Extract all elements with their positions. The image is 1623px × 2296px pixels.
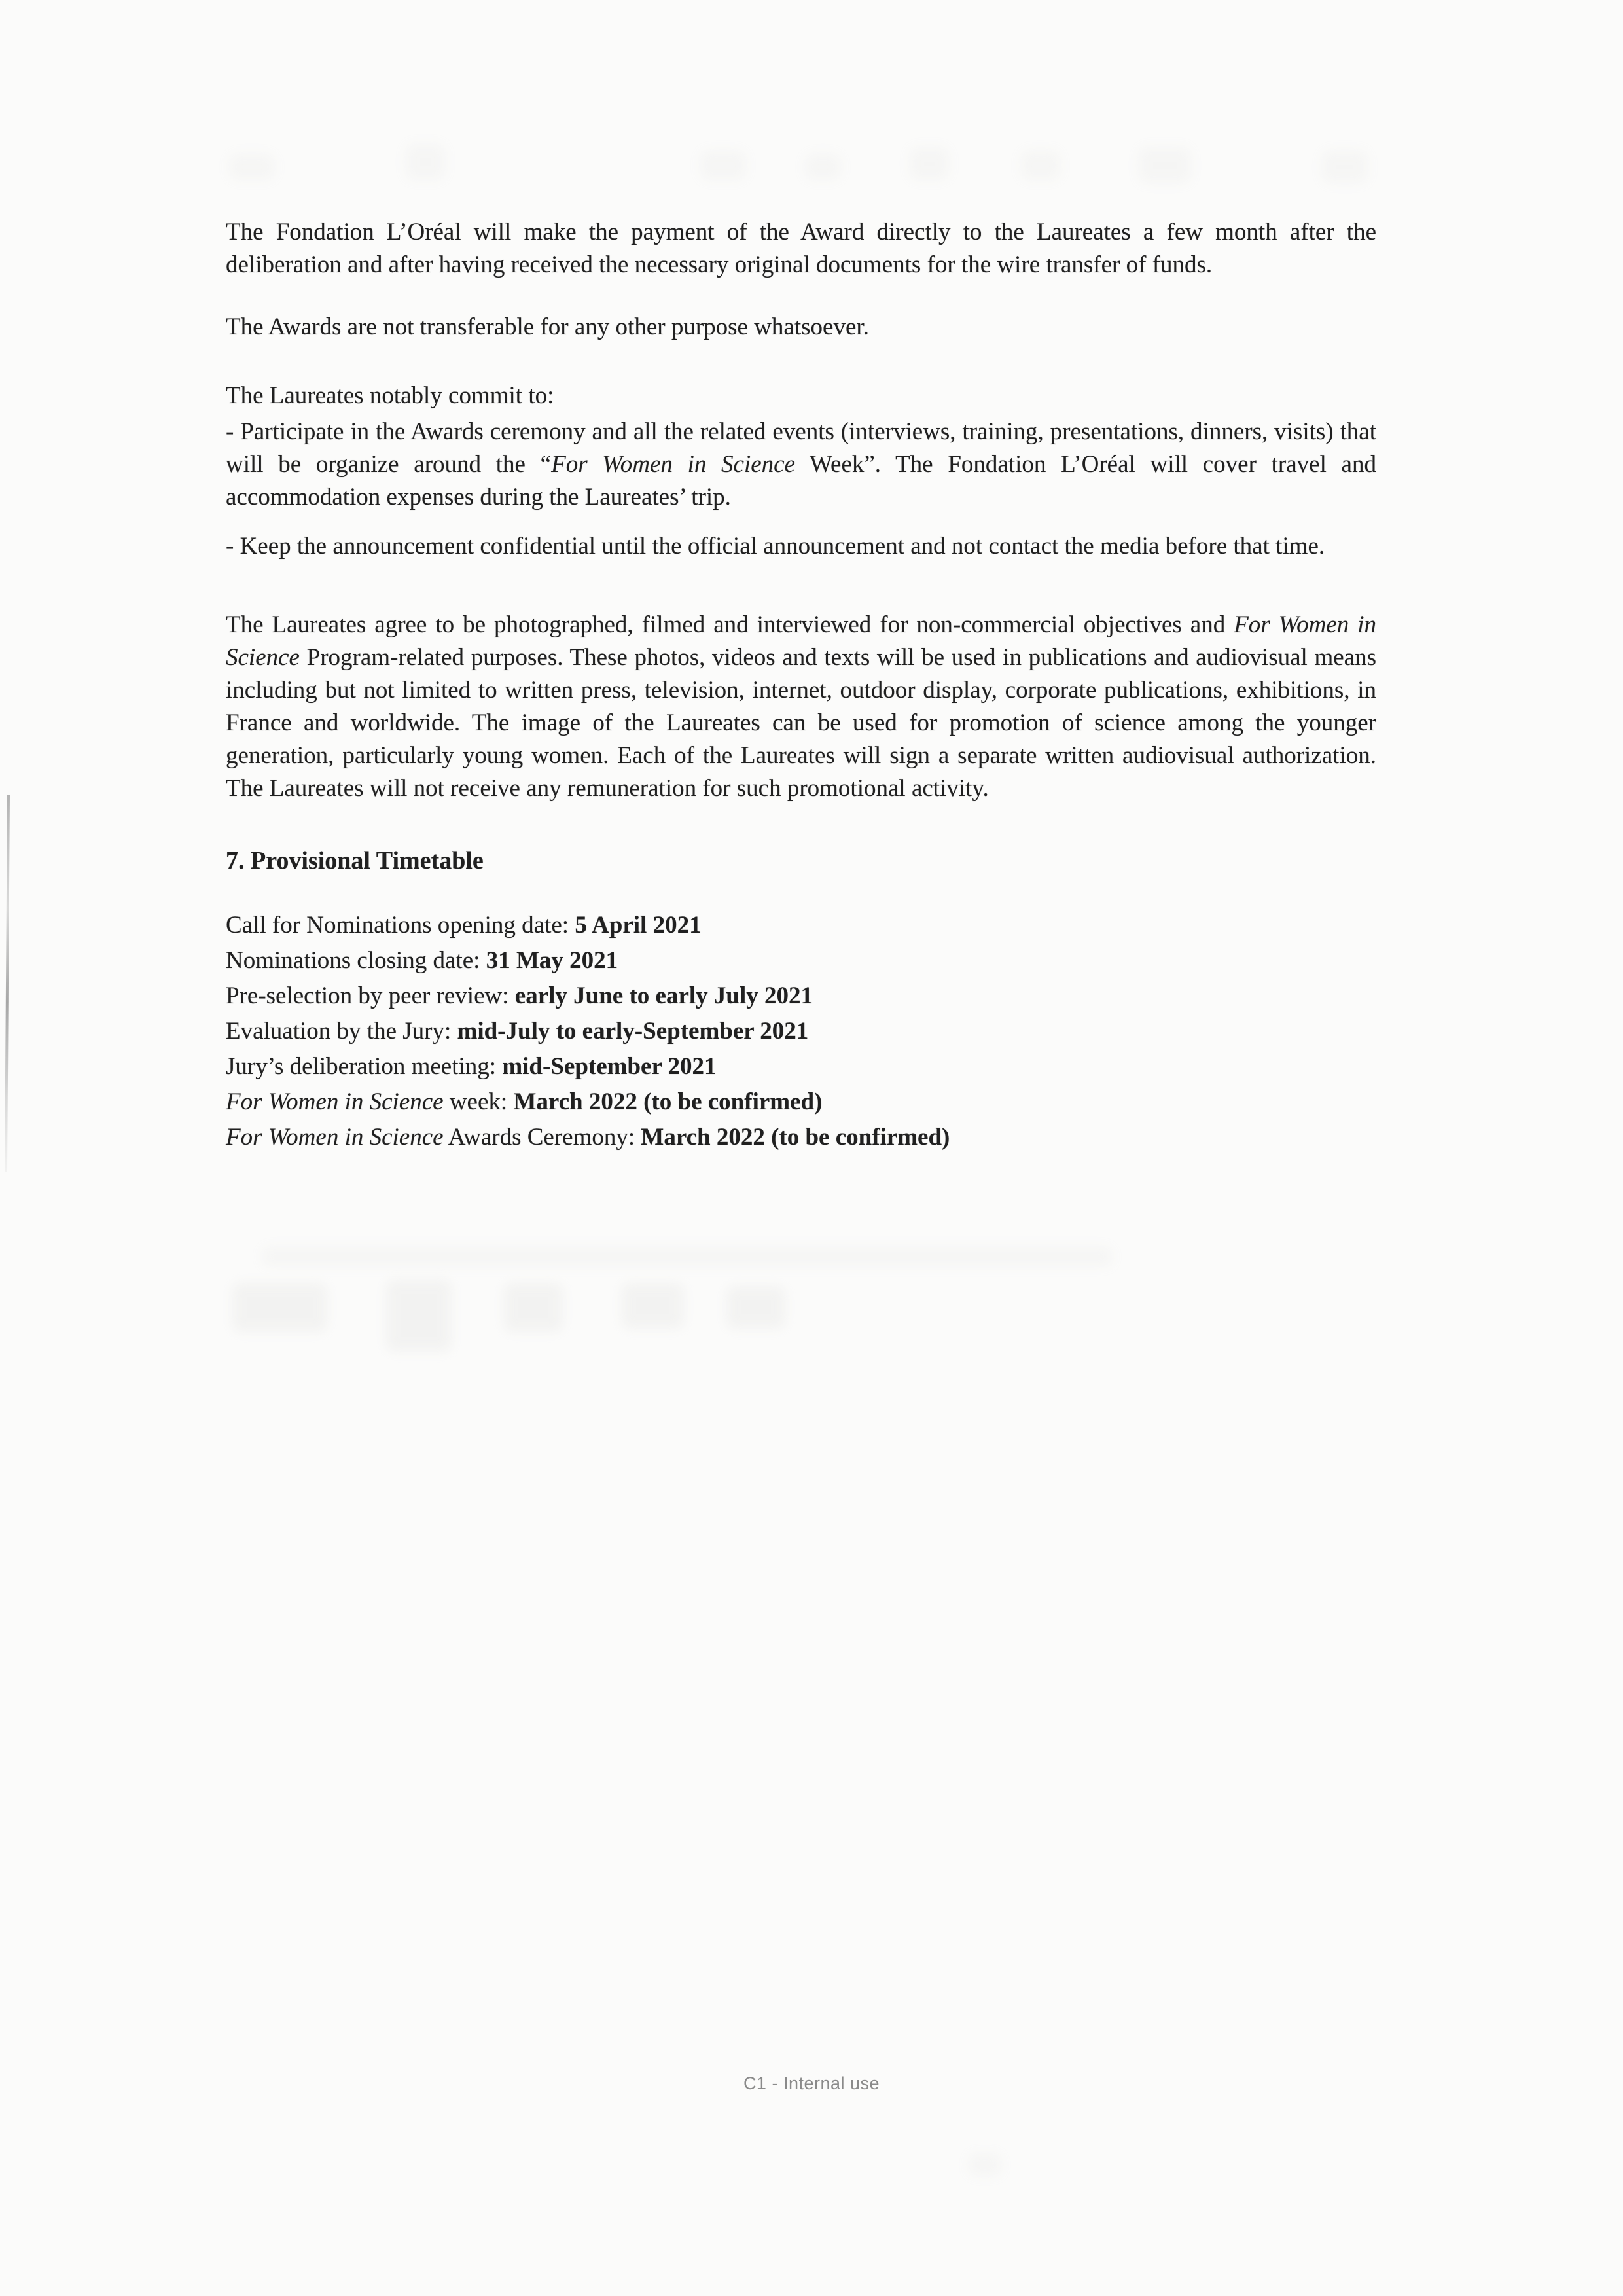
scan-noise: [386, 1280, 452, 1352]
line-evaluation: [226, 1014, 1376, 1049]
scan-noise: [406, 144, 445, 180]
text-segment: mid-July to early-September 2021: [457, 1018, 809, 1045]
text-segment: mid-September 2021: [502, 1053, 717, 1080]
text-segment: For Women in Science: [551, 451, 796, 478]
heading-provisional-timetable: [226, 844, 1376, 877]
text-segment: early June to early July 2021: [514, 982, 813, 1009]
line-call-for-nominations: [226, 908, 1376, 943]
text-segment: - Keep the announcement confidential until the official announcement and not contact the media before that time.: [226, 533, 1325, 560]
text-segment: 5 April 2021: [575, 912, 702, 939]
text-segment: Awards Ceremony:: [443, 1124, 641, 1151]
text-segment: 7. Provisional Timetable: [226, 847, 484, 874]
text-segment: The Fondation L’Oréal will make the payment of the Award directly to the Laureates a few month after the deliberation and after having received the necessary original documents for the wire transfer of funds.: [226, 219, 1376, 278]
text-segment: Evaluation by the Jury:: [226, 1018, 457, 1045]
text-segment: The Awards are not transferable for any other purpose whatsoever.: [226, 314, 869, 340]
scan-noise: [229, 154, 275, 180]
text-segment: The Laureates notably commit to:: [226, 382, 554, 409]
para-commit-intro: [226, 380, 1376, 412]
line-preselection: [226, 978, 1376, 1014]
text-segment: March 2022 (to be confirmed): [641, 1124, 950, 1151]
line-fwis-ceremony: [226, 1120, 1376, 1155]
scan-noise: [969, 2153, 1001, 2176]
text-segment: week:: [443, 1088, 514, 1115]
text-segment: For Women in Science: [226, 1088, 444, 1115]
para-payment: [226, 216, 1376, 281]
line-nominations-closing: [226, 943, 1376, 978]
text-segment: The Laureates agree to be photographed, filmed and interviewed for non-commercial objectives and: [226, 611, 1234, 638]
line-jury-deliberation: [226, 1049, 1376, 1085]
text-segment: For Women in Science: [226, 611, 1376, 671]
text-segment: Pre-selection by peer review:: [226, 982, 515, 1009]
scan-noise: [262, 1247, 1113, 1266]
scan-line-artifact: [5, 795, 10, 1172]
para-not-transferable: [226, 311, 1376, 344]
scan-noise: [726, 1286, 785, 1329]
document-body: [226, 216, 1376, 1155]
para-media-rights: [226, 609, 1376, 805]
scan-noise: [1322, 151, 1368, 183]
scan-noise: [700, 151, 746, 180]
para-keep-confidential: [226, 530, 1376, 563]
text-segment: Jury’s deliberation meeting:: [226, 1053, 503, 1080]
scan-noise: [232, 1283, 327, 1332]
scan-noise: [1021, 151, 1060, 180]
scan-noise: [504, 1283, 563, 1332]
text-segment: For Women in Science: [226, 1124, 444, 1151]
scan-noise: [1139, 147, 1191, 183]
text-segment: Nominations closing date:: [226, 947, 486, 974]
scan-noise: [910, 147, 949, 180]
scan-noise: [622, 1283, 684, 1329]
footer-classification: C1 - Internal use: [743, 2073, 880, 2093]
text-segment: Program-related purposes. These photos, videos and texts will be used in publications and audiovisual means including but not limited to written press, television, internet, outdoor display, corporate publications, exhibitions, in France and worldwide. The image of the Laureates can be used for promotion of science among the younger generation, particularly young women. Each of the Laureates will sign a separate written audiovisual authorization. The Laureates will not receive any remuneration for such promotional activity.: [226, 644, 1376, 802]
text-segment: Call for Nominations opening date:: [226, 912, 575, 939]
text-segment: 31 May 2021: [486, 947, 618, 974]
para-participate: [226, 416, 1376, 514]
scan-noise: [805, 154, 841, 180]
text-segment: Week”. The Fondation L’Oréal will cover travel and accommodation expenses during the Laureates’ trip.: [226, 451, 1376, 511]
text-segment: March 2022 (to be confirmed): [513, 1088, 823, 1115]
line-fwis-week: [226, 1085, 1376, 1120]
text-segment: - Participate in the Awards ceremony and all the related events (interviews, training, presentations, dinners, visits) that will be organize around the “: [226, 418, 1376, 478]
